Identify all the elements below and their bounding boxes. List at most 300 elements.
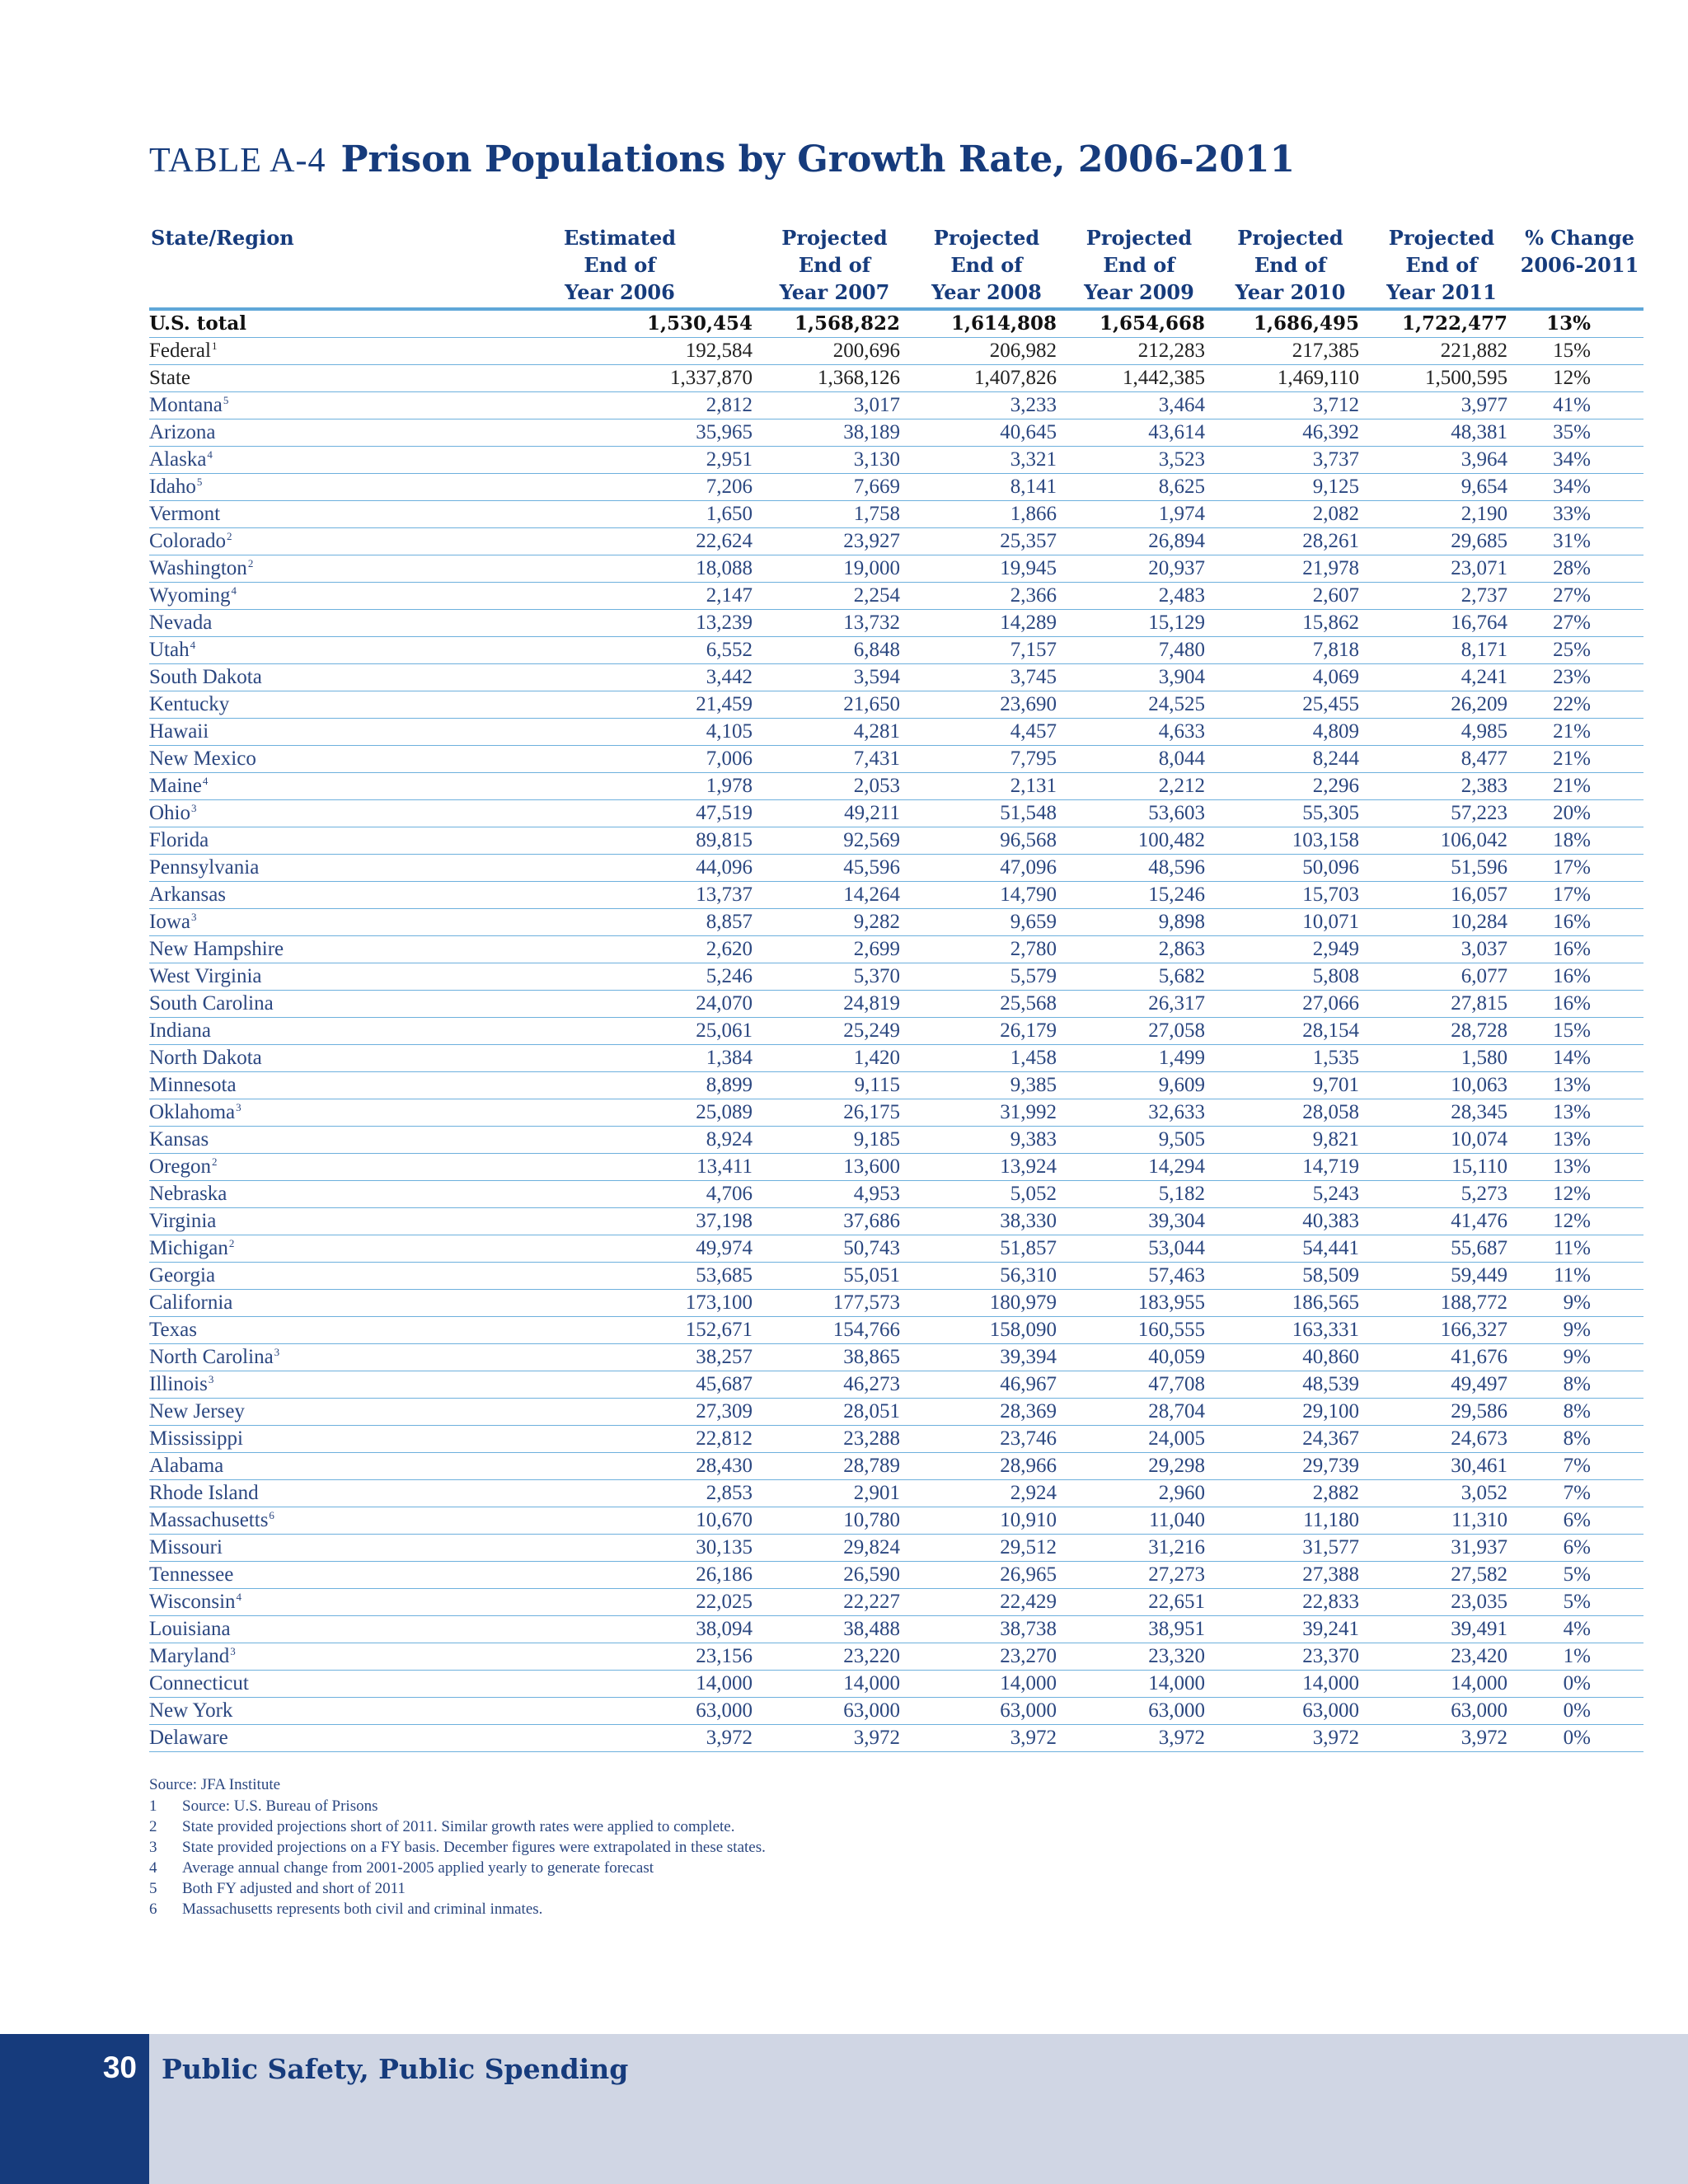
percent-change-cell: 1% <box>1516 1643 1643 1671</box>
table-row <box>149 1643 1643 1671</box>
table-row <box>149 1562 1643 1589</box>
population-cell: 23,420 <box>1367 1643 1516 1671</box>
table-row <box>149 1480 1643 1507</box>
percent-change-cell: 6% <box>1516 1535 1643 1562</box>
population-cell: 2,853 <box>479 1480 761 1507</box>
percent-change-cell: 12% <box>1516 1208 1643 1235</box>
state-name-cell <box>149 1317 479 1344</box>
footnote-marker: 4 <box>231 584 237 597</box>
population-cell: 55,687 <box>1367 1235 1516 1263</box>
state-name-cell <box>149 1562 479 1589</box>
population-cell: 7,480 <box>1065 637 1213 664</box>
footnote-marker: 6 <box>269 1509 274 1521</box>
population-cell: 5,273 <box>1367 1181 1516 1208</box>
table-row <box>149 991 1643 1018</box>
table-row <box>149 309 1643 338</box>
state-name-cell <box>149 1589 479 1616</box>
population-cell: 10,284 <box>1367 909 1516 936</box>
percent-change-cell: 34% <box>1516 447 1643 474</box>
population-cell: 63,000 <box>908 1698 1065 1725</box>
population-cell: 40,383 <box>1213 1208 1367 1235</box>
population-cell: 57,223 <box>1367 800 1516 827</box>
header-line: End of <box>1103 253 1175 277</box>
population-cell: 49,211 <box>761 800 908 827</box>
footnote-text: Massachusetts represents both civil and criminal inmates. <box>182 1900 543 1918</box>
percent-change-cell: 4% <box>1516 1616 1643 1643</box>
population-cell: 7,006 <box>479 746 761 773</box>
table-row <box>149 1399 1643 1426</box>
population-cell: 26,965 <box>908 1562 1065 1589</box>
percent-change-cell: 13% <box>1516 1127 1643 1154</box>
state-name-cell <box>149 936 479 963</box>
population-cell: 3,972 <box>908 1725 1065 1752</box>
state-name: Kentucky <box>149 693 230 715</box>
footnote-marker: 3 <box>230 1645 236 1657</box>
table-row <box>149 1371 1643 1399</box>
table-row <box>149 1616 1643 1643</box>
population-cell: 63,000 <box>761 1698 908 1725</box>
population-cell: 29,739 <box>1213 1453 1367 1480</box>
population-cell: 54,441 <box>1213 1235 1367 1263</box>
population-cell: 27,058 <box>1065 1018 1213 1045</box>
population-cell: 2,960 <box>1065 1480 1213 1507</box>
state-name: Rhode Island <box>149 1482 259 1504</box>
population-cell: 192,584 <box>479 338 761 365</box>
state-name-cell <box>149 855 479 882</box>
population-cell: 19,945 <box>908 555 1065 583</box>
footnote-marker: 2 <box>247 557 254 569</box>
footnote <box>149 1899 1303 1919</box>
state-name-cell <box>149 555 479 583</box>
footnote-text: Source: U.S. Bureau of Prisons <box>182 1797 378 1815</box>
footnote <box>149 1816 1303 1837</box>
population-cell: 7,669 <box>761 474 908 501</box>
state-name: New York <box>149 1699 233 1722</box>
state-name: Massachusetts <box>149 1509 269 1531</box>
population-cell: 89,815 <box>479 827 761 855</box>
population-cell: 4,281 <box>761 719 908 746</box>
state-name-cell <box>149 882 479 909</box>
population-cell: 163,331 <box>1213 1317 1367 1344</box>
table-label: TABLE A-4 <box>149 142 326 180</box>
population-cell: 28,430 <box>479 1453 761 1480</box>
population-cell: 3,972 <box>1367 1725 1516 1752</box>
state-name-cell <box>149 419 479 447</box>
population-cell: 10,071 <box>1213 909 1367 936</box>
table-row <box>149 1263 1643 1290</box>
population-cell: 4,241 <box>1367 664 1516 691</box>
population-cell: 3,737 <box>1213 447 1367 474</box>
population-cell: 23,690 <box>908 691 1065 719</box>
population-cell: 16,057 <box>1367 882 1516 909</box>
population-cell: 46,967 <box>908 1371 1065 1399</box>
table-row <box>149 392 1643 419</box>
population-cell: 188,772 <box>1367 1290 1516 1317</box>
footnote <box>149 1878 1303 1899</box>
population-cell: 212,283 <box>1065 338 1213 365</box>
state-name: Oklahoma <box>149 1101 236 1123</box>
population-cell: 1,337,870 <box>479 365 761 392</box>
header-col-4 <box>1065 224 1213 309</box>
population-cell: 14,719 <box>1213 1154 1367 1181</box>
population-cell: 25,455 <box>1213 691 1367 719</box>
state-name-cell <box>149 664 479 691</box>
population-cell: 3,321 <box>908 447 1065 474</box>
state-name: Nebraska <box>149 1183 227 1205</box>
state-name: Delaware <box>149 1727 228 1749</box>
state-name-cell <box>149 691 479 719</box>
state-name: U.S. total <box>149 312 246 335</box>
population-cell: 5,182 <box>1065 1181 1213 1208</box>
footer-title: Public Safety, Public Spending <box>162 2053 629 2085</box>
population-cell: 10,074 <box>1367 1127 1516 1154</box>
state-name: Vermont <box>149 503 221 525</box>
table-row <box>149 637 1643 664</box>
percent-change-cell: 16% <box>1516 909 1643 936</box>
population-cell: 3,464 <box>1065 392 1213 419</box>
table-row <box>149 1072 1643 1099</box>
population-cell: 22,651 <box>1065 1589 1213 1616</box>
population-cell: 24,005 <box>1065 1426 1213 1453</box>
population-cell: 1,978 <box>479 773 761 800</box>
table-row <box>149 963 1643 991</box>
table-row <box>149 1235 1643 1263</box>
population-cell: 46,273 <box>761 1371 908 1399</box>
percent-change-cell: 31% <box>1516 528 1643 555</box>
table-row <box>149 419 1643 447</box>
population-cell: 2,949 <box>1213 936 1367 963</box>
state-name: New Jersey <box>149 1400 245 1422</box>
percent-change-cell: 35% <box>1516 419 1643 447</box>
table-row <box>149 691 1643 719</box>
page-number: 30 <box>102 2050 137 2084</box>
state-name-cell <box>149 365 479 392</box>
state-name-cell <box>149 309 479 338</box>
population-cell: 5,052 <box>908 1181 1065 1208</box>
population-cell: 10,910 <box>908 1507 1065 1535</box>
population-cell: 10,780 <box>761 1507 908 1535</box>
state-name-cell <box>149 1018 479 1045</box>
population-cell: 2,620 <box>479 936 761 963</box>
population-cell: 63,000 <box>1065 1698 1213 1725</box>
population-cell: 21,459 <box>479 691 761 719</box>
table-row <box>149 1671 1643 1698</box>
population-cell: 39,241 <box>1213 1616 1367 1643</box>
population-cell: 9,505 <box>1065 1127 1213 1154</box>
population-cell: 40,645 <box>908 419 1065 447</box>
population-cell: 21,978 <box>1213 555 1367 583</box>
population-cell: 7,795 <box>908 746 1065 773</box>
state-name-cell <box>149 1480 479 1507</box>
state-name-cell <box>149 773 479 800</box>
population-cell: 21,650 <box>761 691 908 719</box>
population-cell: 44,096 <box>479 855 761 882</box>
table-row <box>149 1099 1643 1127</box>
footnote-text: State provided projections short of 2011. Similar growth rates were applied to complete. <box>182 1818 735 1835</box>
population-cell: 26,590 <box>761 1562 908 1589</box>
header-col-1 <box>479 224 761 309</box>
footnote-marker: 1 <box>211 340 218 352</box>
population-cell: 13,924 <box>908 1154 1065 1181</box>
footnote-marker: 5 <box>223 394 229 406</box>
state-name-cell <box>149 1698 479 1725</box>
percent-change-cell: 21% <box>1516 773 1643 800</box>
population-cell: 7,157 <box>908 637 1065 664</box>
state-name: Illinois <box>149 1373 208 1395</box>
population-cell: 22,227 <box>761 1589 908 1616</box>
population-cell: 9,385 <box>908 1072 1065 1099</box>
population-cell: 1,654,668 <box>1065 309 1213 338</box>
population-cell: 38,330 <box>908 1208 1065 1235</box>
percent-change-cell: 25% <box>1516 637 1643 664</box>
state-name-cell <box>149 1181 479 1208</box>
state-name: Ohio <box>149 802 190 824</box>
population-cell: 23,927 <box>761 528 908 555</box>
population-cell: 14,000 <box>908 1671 1065 1698</box>
percent-change-cell: 15% <box>1516 338 1643 365</box>
population-cell: 38,951 <box>1065 1616 1213 1643</box>
population-cell: 25,568 <box>908 991 1065 1018</box>
population-cell: 1,614,808 <box>908 309 1065 338</box>
header-line: Projected <box>1388 226 1495 250</box>
population-cell: 103,158 <box>1213 827 1367 855</box>
population-cell: 3,904 <box>1065 664 1213 691</box>
population-cell: 38,094 <box>479 1616 761 1643</box>
population-cell: 2,254 <box>761 583 908 610</box>
state-name-cell <box>149 528 479 555</box>
population-cell: 2,882 <box>1213 1480 1367 1507</box>
population-cell: 183,955 <box>1065 1290 1213 1317</box>
population-cell: 14,264 <box>761 882 908 909</box>
percent-change-cell: 16% <box>1516 963 1643 991</box>
header-line: Year 2010 <box>1235 280 1346 304</box>
population-cell: 9,654 <box>1367 474 1516 501</box>
table-row <box>149 583 1643 610</box>
table-row <box>149 1344 1643 1371</box>
state-name: Montana <box>149 394 223 416</box>
state-name: Alaska <box>149 448 207 471</box>
population-cell: 45,687 <box>479 1371 761 1399</box>
table-row <box>149 827 1643 855</box>
population-cell: 1,650 <box>479 501 761 528</box>
footnote-number: 3 <box>149 1839 157 1856</box>
population-cell: 25,089 <box>479 1099 761 1127</box>
population-cell: 26,894 <box>1065 528 1213 555</box>
population-cell: 24,525 <box>1065 691 1213 719</box>
header-line: End of <box>798 253 871 277</box>
footnote-marker: 4 <box>190 639 196 651</box>
state-name-cell <box>149 501 479 528</box>
table-row <box>149 936 1643 963</box>
percent-change-cell: 13% <box>1516 1099 1643 1127</box>
population-cell: 24,673 <box>1367 1426 1516 1453</box>
population-cell: 15,703 <box>1213 882 1367 909</box>
state-name-cell <box>149 447 479 474</box>
state-name: State <box>149 367 190 389</box>
state-name: West Virginia <box>149 965 262 987</box>
table-row <box>149 1453 1643 1480</box>
population-cell: 15,862 <box>1213 610 1367 637</box>
population-cell: 40,059 <box>1065 1344 1213 1371</box>
population-cell: 9,701 <box>1213 1072 1367 1099</box>
population-cell: 14,000 <box>761 1671 908 1698</box>
footnote-number: 4 <box>149 1859 157 1877</box>
population-cell: 47,096 <box>908 855 1065 882</box>
population-cell: 13,737 <box>479 882 761 909</box>
state-name-cell <box>149 991 479 1018</box>
population-cell: 2,863 <box>1065 936 1213 963</box>
percent-change-cell: 41% <box>1516 392 1643 419</box>
population-cell: 3,972 <box>479 1725 761 1752</box>
population-cell: 4,457 <box>908 719 1065 746</box>
population-cell: 16,764 <box>1367 610 1516 637</box>
population-cell: 186,565 <box>1213 1290 1367 1317</box>
population-cell: 14,000 <box>1367 1671 1516 1698</box>
population-cell: 2,296 <box>1213 773 1367 800</box>
population-cell: 4,105 <box>479 719 761 746</box>
footnote-number: 5 <box>149 1880 157 1897</box>
header-line: Year 2009 <box>1084 280 1194 304</box>
header-line: 2006-2011 <box>1520 253 1639 277</box>
header-line: % Change <box>1525 226 1634 250</box>
population-cell: 26,186 <box>479 1562 761 1589</box>
population-cell: 3,523 <box>1065 447 1213 474</box>
population-cell: 28,369 <box>908 1399 1065 1426</box>
table-row <box>149 909 1643 936</box>
population-cell: 31,577 <box>1213 1535 1367 1562</box>
header-state-region <box>149 224 479 309</box>
population-cell: 30,461 <box>1367 1453 1516 1480</box>
state-name-cell <box>149 338 479 365</box>
population-cell: 2,082 <box>1213 501 1367 528</box>
table-row <box>149 1317 1643 1344</box>
percent-change-cell: 8% <box>1516 1399 1643 1426</box>
table-title <box>149 138 1295 180</box>
percent-change-cell: 18% <box>1516 827 1643 855</box>
table-row <box>149 1127 1643 1154</box>
population-cell: 2,607 <box>1213 583 1367 610</box>
percent-change-cell: 8% <box>1516 1426 1643 1453</box>
population-cell: 92,569 <box>761 827 908 855</box>
table-row <box>149 1725 1643 1752</box>
population-cell: 14,294 <box>1065 1154 1213 1181</box>
percent-change-cell: 7% <box>1516 1453 1643 1480</box>
population-cell: 3,130 <box>761 447 908 474</box>
footnote <box>149 1796 1303 1816</box>
percent-change-cell: 0% <box>1516 1725 1643 1752</box>
percent-change-cell: 34% <box>1516 474 1643 501</box>
table-row <box>149 501 1643 528</box>
table-notes <box>149 1774 1303 1919</box>
population-cell: 39,491 <box>1367 1616 1516 1643</box>
table-row <box>149 1535 1643 1562</box>
population-cell: 9,898 <box>1065 909 1213 936</box>
population-cell: 1,722,477 <box>1367 309 1516 338</box>
population-cell: 38,189 <box>761 419 908 447</box>
population-cell: 27,388 <box>1213 1562 1367 1589</box>
state-name: Tennessee <box>149 1563 234 1586</box>
table-row <box>149 474 1643 501</box>
footnote-marker: 5 <box>196 476 203 488</box>
percent-change-cell: 17% <box>1516 855 1643 882</box>
percent-change-cell: 15% <box>1516 1018 1643 1045</box>
header-line: Year 2011 <box>1386 280 1497 304</box>
percent-change-cell: 9% <box>1516 1344 1643 1371</box>
state-name: California <box>149 1291 233 1314</box>
population-cell: 31,992 <box>908 1099 1065 1127</box>
population-cell: 55,051 <box>761 1263 908 1290</box>
population-cell: 9,282 <box>761 909 908 936</box>
percent-change-cell: 23% <box>1516 664 1643 691</box>
population-cell: 41,476 <box>1367 1208 1516 1235</box>
population-cell: 206,982 <box>908 338 1065 365</box>
state-name: Arkansas <box>149 883 227 906</box>
population-cell: 28,345 <box>1367 1099 1516 1127</box>
population-cell: 24,070 <box>479 991 761 1018</box>
percent-change-cell: 11% <box>1516 1263 1643 1290</box>
population-cell: 11,040 <box>1065 1507 1213 1535</box>
population-cell: 50,096 <box>1213 855 1367 882</box>
table-row <box>149 1589 1643 1616</box>
population-cell: 8,924 <box>479 1127 761 1154</box>
population-cell: 37,198 <box>479 1208 761 1235</box>
header-line: State/Region <box>151 226 294 250</box>
percent-change-cell: 5% <box>1516 1562 1643 1589</box>
state-name-cell <box>149 719 479 746</box>
percent-change-cell: 28% <box>1516 555 1643 583</box>
state-name-cell <box>149 1535 479 1562</box>
footnote-marker: 4 <box>236 1591 242 1603</box>
population-cell: 1,758 <box>761 501 908 528</box>
population-cell: 23,035 <box>1367 1589 1516 1616</box>
population-cell: 13,239 <box>479 610 761 637</box>
population-cell: 8,857 <box>479 909 761 936</box>
population-cell: 55,305 <box>1213 800 1367 827</box>
state-name-cell <box>149 1643 479 1671</box>
population-cell: 1,469,110 <box>1213 365 1367 392</box>
table-row <box>149 1045 1643 1072</box>
population-cell: 28,789 <box>761 1453 908 1480</box>
population-cell: 48,596 <box>1065 855 1213 882</box>
state-name-cell <box>149 746 479 773</box>
population-cell: 22,025 <box>479 1589 761 1616</box>
population-cell: 11,180 <box>1213 1507 1367 1535</box>
state-name: Minnesota <box>149 1074 237 1096</box>
population-cell: 50,743 <box>761 1235 908 1263</box>
population-cell: 106,042 <box>1367 827 1516 855</box>
table-row <box>149 1154 1643 1181</box>
population-cell: 2,053 <box>761 773 908 800</box>
population-cell: 37,686 <box>761 1208 908 1235</box>
population-cell: 1,407,826 <box>908 365 1065 392</box>
population-cell: 23,220 <box>761 1643 908 1671</box>
population-cell: 43,614 <box>1065 419 1213 447</box>
state-name: Arizona <box>149 421 216 443</box>
percent-change-cell: 12% <box>1516 365 1643 392</box>
footnote-marker: 3 <box>191 802 197 814</box>
population-cell: 48,539 <box>1213 1371 1367 1399</box>
population-cell: 1,974 <box>1065 501 1213 528</box>
percent-change-cell: 5% <box>1516 1589 1643 1616</box>
percent-change-cell: 0% <box>1516 1671 1643 1698</box>
population-cell: 24,819 <box>761 991 908 1018</box>
population-cell: 22,624 <box>479 528 761 555</box>
population-cell: 23,071 <box>1367 555 1516 583</box>
population-cell: 2,190 <box>1367 501 1516 528</box>
table-row <box>149 1698 1643 1725</box>
population-cell: 3,017 <box>761 392 908 419</box>
population-cell: 9,821 <box>1213 1127 1367 1154</box>
